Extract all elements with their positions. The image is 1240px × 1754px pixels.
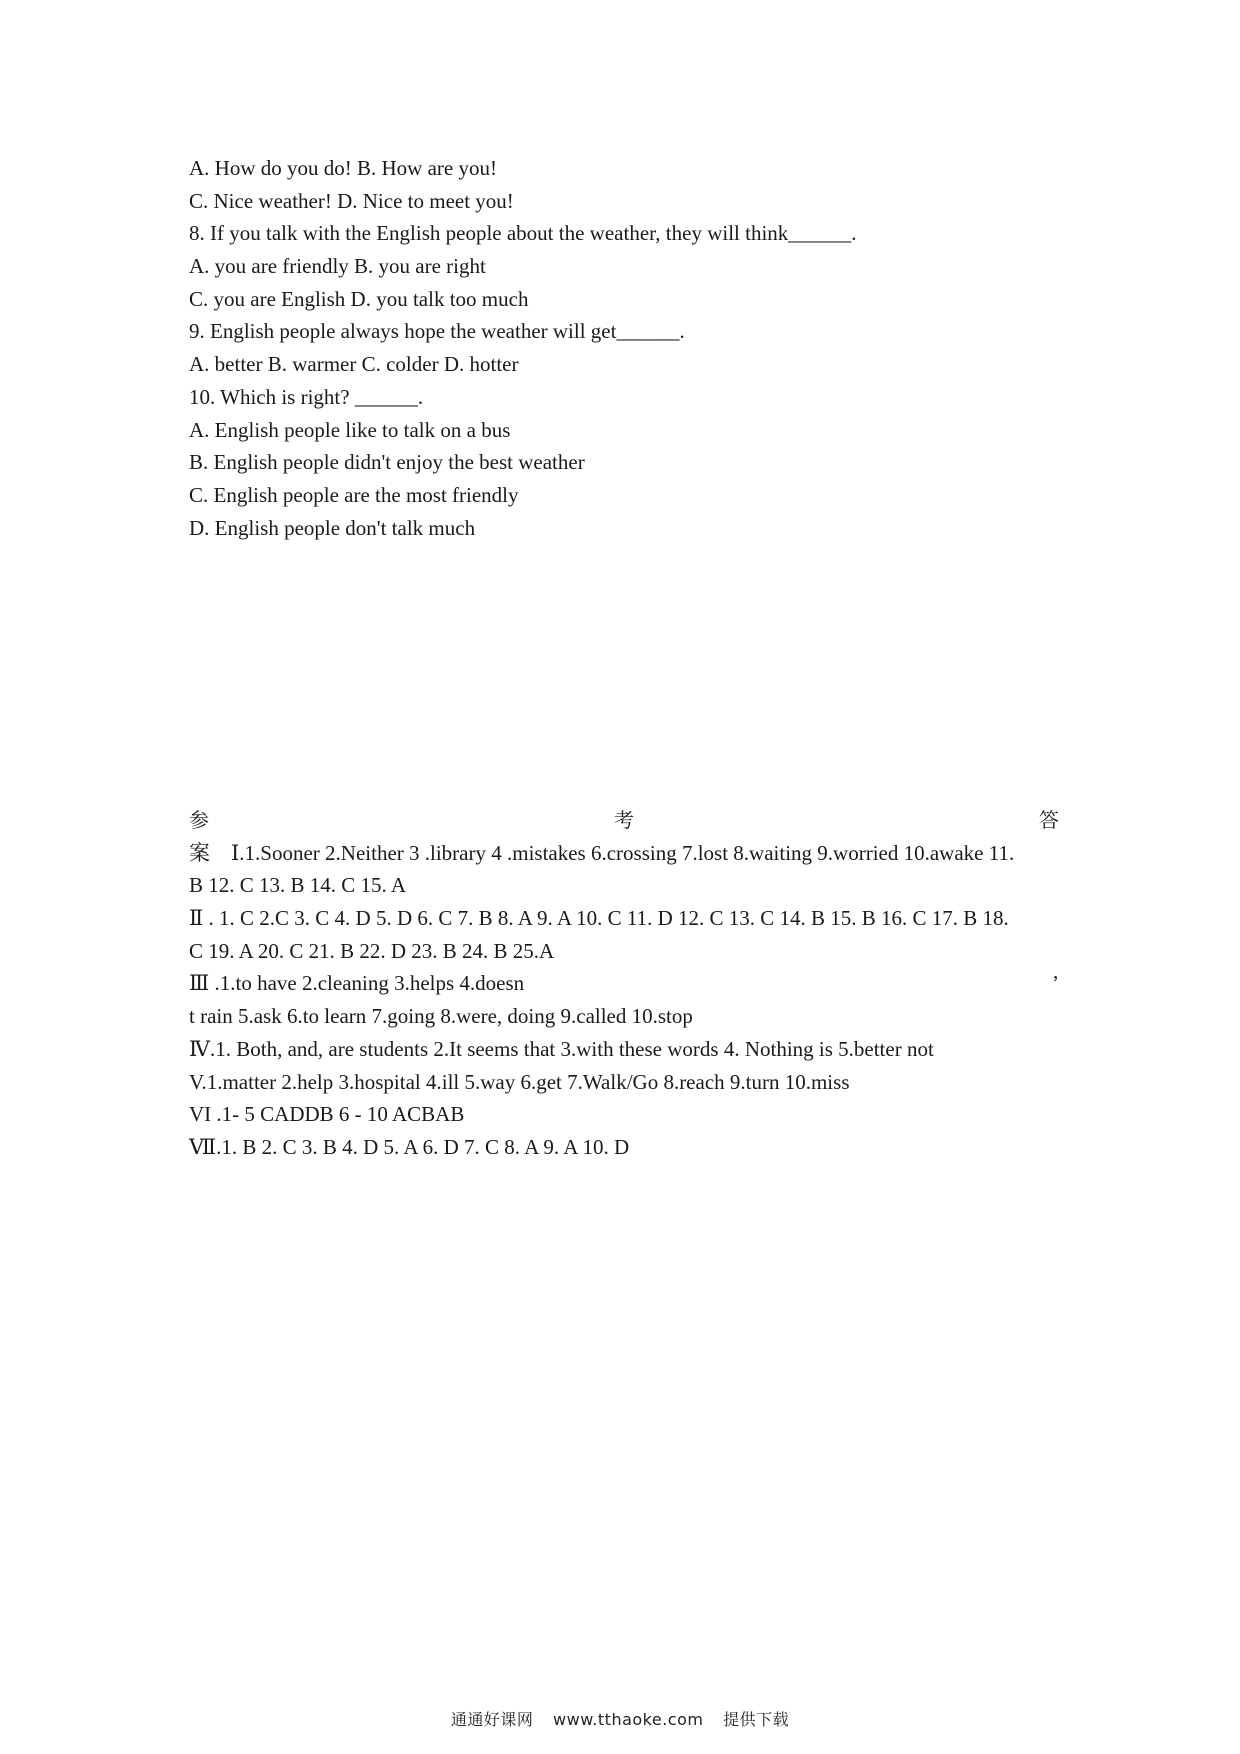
- option-line: B. English people didn't enjoy the best weather: [189, 450, 585, 475]
- question-block: [189, 152, 1059, 544]
- answer-line: V.1.matter 2.help 3.hospital 4.ill 5.way 6.get 7.Walk/Go 8.reach 9.turn 10.miss: [189, 1069, 850, 1094]
- option-line: C. English people are the most friendly: [189, 482, 519, 507]
- question-10: 10. Which is right? ______.: [189, 384, 424, 409]
- footer-site-name: 通通好课网: [450, 1710, 534, 1729]
- footer-note: 提供下载: [723, 1710, 790, 1729]
- answer-line: Ⅶ.1. B 2. C 3. B 4. D 5. A 6. D 7. C 8. A 9. A 10. D: [189, 1134, 630, 1159]
- footer-url[interactable]: www.tthaoke.com: [553, 1710, 704, 1729]
- answer-line: B 12. C 13. B 14. C 15. A: [189, 873, 407, 898]
- option-line: C. Nice weather! D. Nice to meet you!: [189, 188, 514, 213]
- answer-line: Ⅱ . 1. C 2.C 3. C 4. D 5. D 6. C 7. B 8. A 9. A 10. C 11. D 12. C 13. C 14. B 15. B 16. C 17. B 18.: [189, 906, 1009, 931]
- answer-key-block: [189, 804, 1059, 1164]
- option-line: C. you are English D. you talk too much: [189, 286, 529, 311]
- heading-char: 参: [189, 808, 209, 832]
- answer-line: 案 Ⅰ.1.Sooner 2.Neither 3 .library 4 .mistakes 6.crossing 7.lost 8.waiting 9.worried 10.awake 11.: [189, 840, 1015, 865]
- answer-line: [189, 967, 1059, 1000]
- answer-line: VI .1- 5 CADDB 6 - 10 ACBAB: [189, 1102, 465, 1127]
- answer-line: C 19. A 20. C 21. B 22. D 23. B 24. B 25.A: [189, 938, 555, 963]
- option-line: D. English people don't talk much: [189, 515, 476, 540]
- answer-line: Ⅳ.1. Both, and, are students 2.It seems that 3.with these words 4. Nothing is 5.better not: [189, 1036, 934, 1061]
- answer-key-heading: [189, 804, 1059, 837]
- heading-char: 考: [614, 808, 634, 832]
- question-9: 9. English people always hope the weather will get______.: [189, 319, 685, 344]
- option-line: A. better B. warmer C. colder D. hotter: [189, 352, 519, 377]
- option-line: A. How do you do! B. How are you!: [189, 156, 497, 180]
- page-footer: [0, 1707, 1240, 1730]
- answer-line-text: Ⅲ .1.to have 2.cleaning 3.helps 4.doesn: [189, 971, 525, 996]
- option-line: A. English people like to talk on a bus: [189, 417, 511, 442]
- answer-line: t rain 5.ask 6.to learn 7.going 8.were, doing 9.called 10.stop: [189, 1004, 693, 1029]
- option-line: A. you are friendly B. you are right: [189, 254, 486, 279]
- question-8: 8. If you talk with the English people about the weather, they will think______.: [189, 221, 857, 246]
- heading-char: 答: [1039, 808, 1059, 832]
- apostrophe-mark: ’: [1052, 971, 1059, 996]
